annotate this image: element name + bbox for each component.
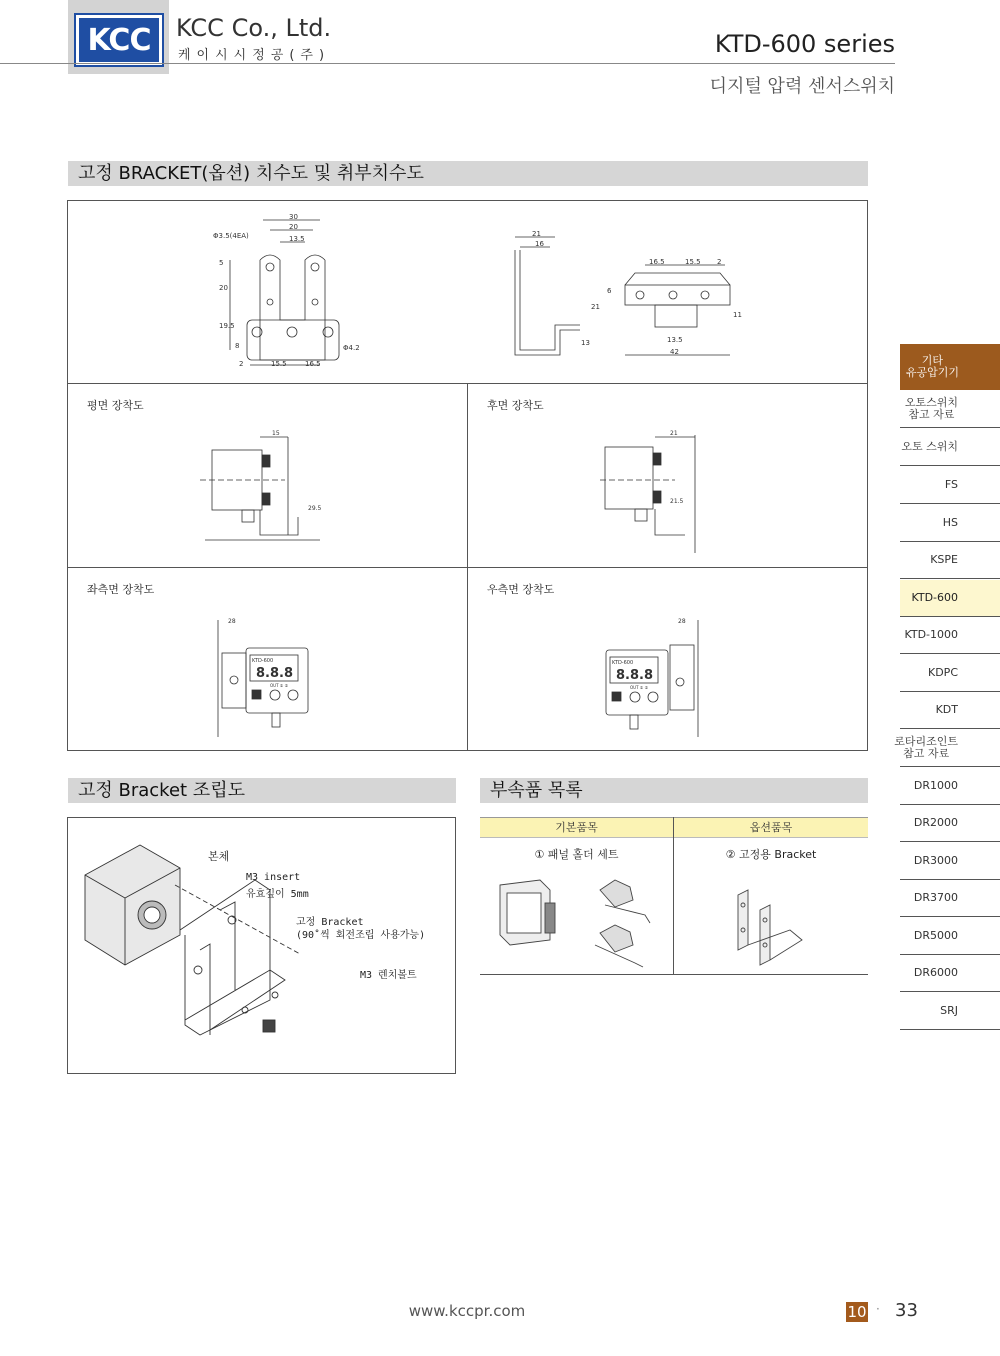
left-view-label: 좌측면 장착도 bbox=[87, 583, 155, 596]
bracket-note-label: (90˚씩 회전조립 사용가능) bbox=[296, 930, 426, 941]
svg-text:16.5: 16.5 bbox=[305, 360, 321, 368]
bracket-front-drawing bbox=[205, 210, 375, 375]
svg-text:28: 28 bbox=[228, 618, 236, 625]
svg-text:KTD-600: KTD-600 bbox=[612, 660, 634, 666]
sidebar-item-other-pneumatics[interactable]: 기타 유공압기기 bbox=[900, 344, 1000, 390]
svg-text:13.5: 13.5 bbox=[289, 235, 305, 243]
right-mount-drawing bbox=[600, 615, 710, 740]
svg-text:15.5: 15.5 bbox=[685, 258, 701, 266]
bolt-label: M3 렌치볼트 bbox=[360, 970, 417, 981]
svg-text:OUT ① ②: OUT ① ② bbox=[270, 683, 289, 688]
bracket-side-drawing bbox=[505, 225, 745, 365]
sidebar-item-dr2000[interactable]: DR2000 bbox=[900, 805, 1000, 842]
svg-text:OUT ① ②: OUT ① ② bbox=[630, 685, 649, 690]
svg-text:13: 13 bbox=[581, 339, 590, 347]
footer-url[interactable]: www.kccpr.com bbox=[408, 1302, 526, 1320]
svg-text:42: 42 bbox=[670, 348, 679, 356]
sidebar-item-kspe[interactable]: KSPE bbox=[900, 542, 1000, 579]
sidebar-item-autoswitch[interactable]: 오토 스위치 bbox=[900, 429, 1000, 466]
insert-label: M3 insert bbox=[246, 872, 301, 883]
sidebar-item-ktd600[interactable]: KTD-600 bbox=[900, 580, 1000, 617]
page-number: 33 bbox=[895, 1300, 918, 1321]
sidebar-item-dr6000[interactable]: DR6000 bbox=[900, 955, 1000, 992]
sidebar-item-autoswitch-ref[interactable]: 오토스위치 참고 자료 bbox=[900, 391, 1000, 428]
bracket-label: 고정 Bracket bbox=[296, 917, 364, 928]
company-logo bbox=[76, 15, 162, 65]
plan-view-label: 평면 장착도 bbox=[87, 399, 144, 412]
sidebar-item-dr3000[interactable]: DR3000 bbox=[900, 843, 1000, 880]
rear-mount-drawing bbox=[600, 425, 710, 555]
accessories-option-header: 옵션품목 bbox=[674, 817, 868, 838]
svg-text:16.5: 16.5 bbox=[649, 258, 665, 266]
svg-text:Φ3.5(4EA): Φ3.5(4EA) bbox=[213, 232, 249, 240]
svg-text:20: 20 bbox=[219, 284, 228, 292]
svg-text:20: 20 bbox=[289, 223, 298, 231]
svg-text:2: 2 bbox=[239, 360, 244, 368]
svg-text:28: 28 bbox=[678, 618, 686, 625]
sidebar-item-dr5000[interactable]: DR5000 bbox=[900, 918, 1000, 955]
series-title: KTD-600 series bbox=[714, 30, 895, 58]
sidebar-item-ktd1000[interactable]: KTD-1000 bbox=[900, 617, 1000, 654]
svg-text:19.5: 19.5 bbox=[219, 322, 235, 330]
svg-text:21.5: 21.5 bbox=[670, 498, 684, 505]
svg-text:30: 30 bbox=[289, 213, 298, 221]
right-view-label: 우측면 장착도 bbox=[487, 583, 555, 596]
svg-text:6: 6 bbox=[607, 287, 612, 295]
svg-text:8.8.8: 8.8.8 bbox=[256, 666, 294, 681]
left-mount-drawing bbox=[210, 615, 320, 740]
section-title-accessories: 부속품 목록 bbox=[480, 778, 868, 803]
svg-text:13.5: 13.5 bbox=[667, 336, 683, 344]
svg-text:21: 21 bbox=[591, 303, 600, 311]
sidebar-item-dr1000[interactable]: DR1000 bbox=[900, 768, 1000, 805]
svg-text:15: 15 bbox=[272, 430, 280, 437]
insert-depth-label: 유효깊이 5mm bbox=[246, 889, 309, 900]
section-title-assembly: 고정 Bracket 조립도 bbox=[68, 778, 456, 803]
sidebar-item-srj[interactable]: SRJ bbox=[900, 993, 1000, 1030]
svg-text:Φ4.2: Φ4.2 bbox=[343, 344, 360, 352]
svg-text:8: 8 bbox=[235, 342, 240, 350]
company-korean-name: 케이시시정공(주) bbox=[178, 48, 331, 63]
svg-text:16: 16 bbox=[535, 240, 544, 248]
svg-text:29.5: 29.5 bbox=[308, 505, 322, 512]
svg-text:21: 21 bbox=[532, 230, 541, 238]
body-label: 본체 bbox=[208, 850, 230, 863]
chapter-number: 10 bbox=[847, 1303, 867, 1321]
series-subtitle: 디지털 압력 센서스위치 bbox=[709, 76, 895, 97]
svg-text:5: 5 bbox=[219, 259, 224, 267]
basic-item-label: ① 패널 홀더 세트 bbox=[534, 848, 619, 861]
company-name: KCC Co., Ltd. bbox=[176, 14, 332, 42]
svg-text:21: 21 bbox=[670, 430, 678, 437]
svg-text:KTD-600: KTD-600 bbox=[252, 658, 274, 664]
plan-mount-drawing bbox=[200, 425, 330, 550]
svg-text:8.8.8: 8.8.8 bbox=[616, 668, 654, 683]
frame-divider bbox=[467, 383, 468, 751]
sidebar-item-rotary-ref[interactable]: 로타리조인트 참고 자료 bbox=[900, 730, 1000, 767]
sidebar-item-kdt[interactable]: KDT bbox=[900, 692, 1000, 729]
option-item-label: ② 고정용 Bracket bbox=[725, 848, 817, 861]
accessories-basic-header: 기본품목 bbox=[480, 817, 673, 838]
accessories-column-divider bbox=[673, 817, 674, 975]
page-separator: · bbox=[876, 1302, 880, 1316]
sidebar-item-fs[interactable]: FS bbox=[900, 467, 1000, 504]
svg-text:15.5: 15.5 bbox=[271, 360, 287, 368]
svg-text:2: 2 bbox=[717, 258, 722, 266]
sidebar-item-hs[interactable]: HS bbox=[900, 505, 1000, 542]
rear-view-label: 후면 장착도 bbox=[487, 399, 544, 412]
fixing-bracket-image bbox=[730, 885, 810, 980]
sidebar-item-dr3700[interactable]: DR3700 bbox=[900, 880, 1000, 917]
sidebar-item-kdpc[interactable]: KDPC bbox=[900, 655, 1000, 692]
svg-text:11: 11 bbox=[733, 311, 742, 319]
section-title-bracket-dims: 고정 BRACKET(옵션) 치수도 및 취부치수도 bbox=[68, 161, 868, 186]
panel-holder-set-image bbox=[495, 875, 660, 970]
header-rule bbox=[0, 63, 895, 64]
logo-text: KCC bbox=[87, 22, 151, 58]
